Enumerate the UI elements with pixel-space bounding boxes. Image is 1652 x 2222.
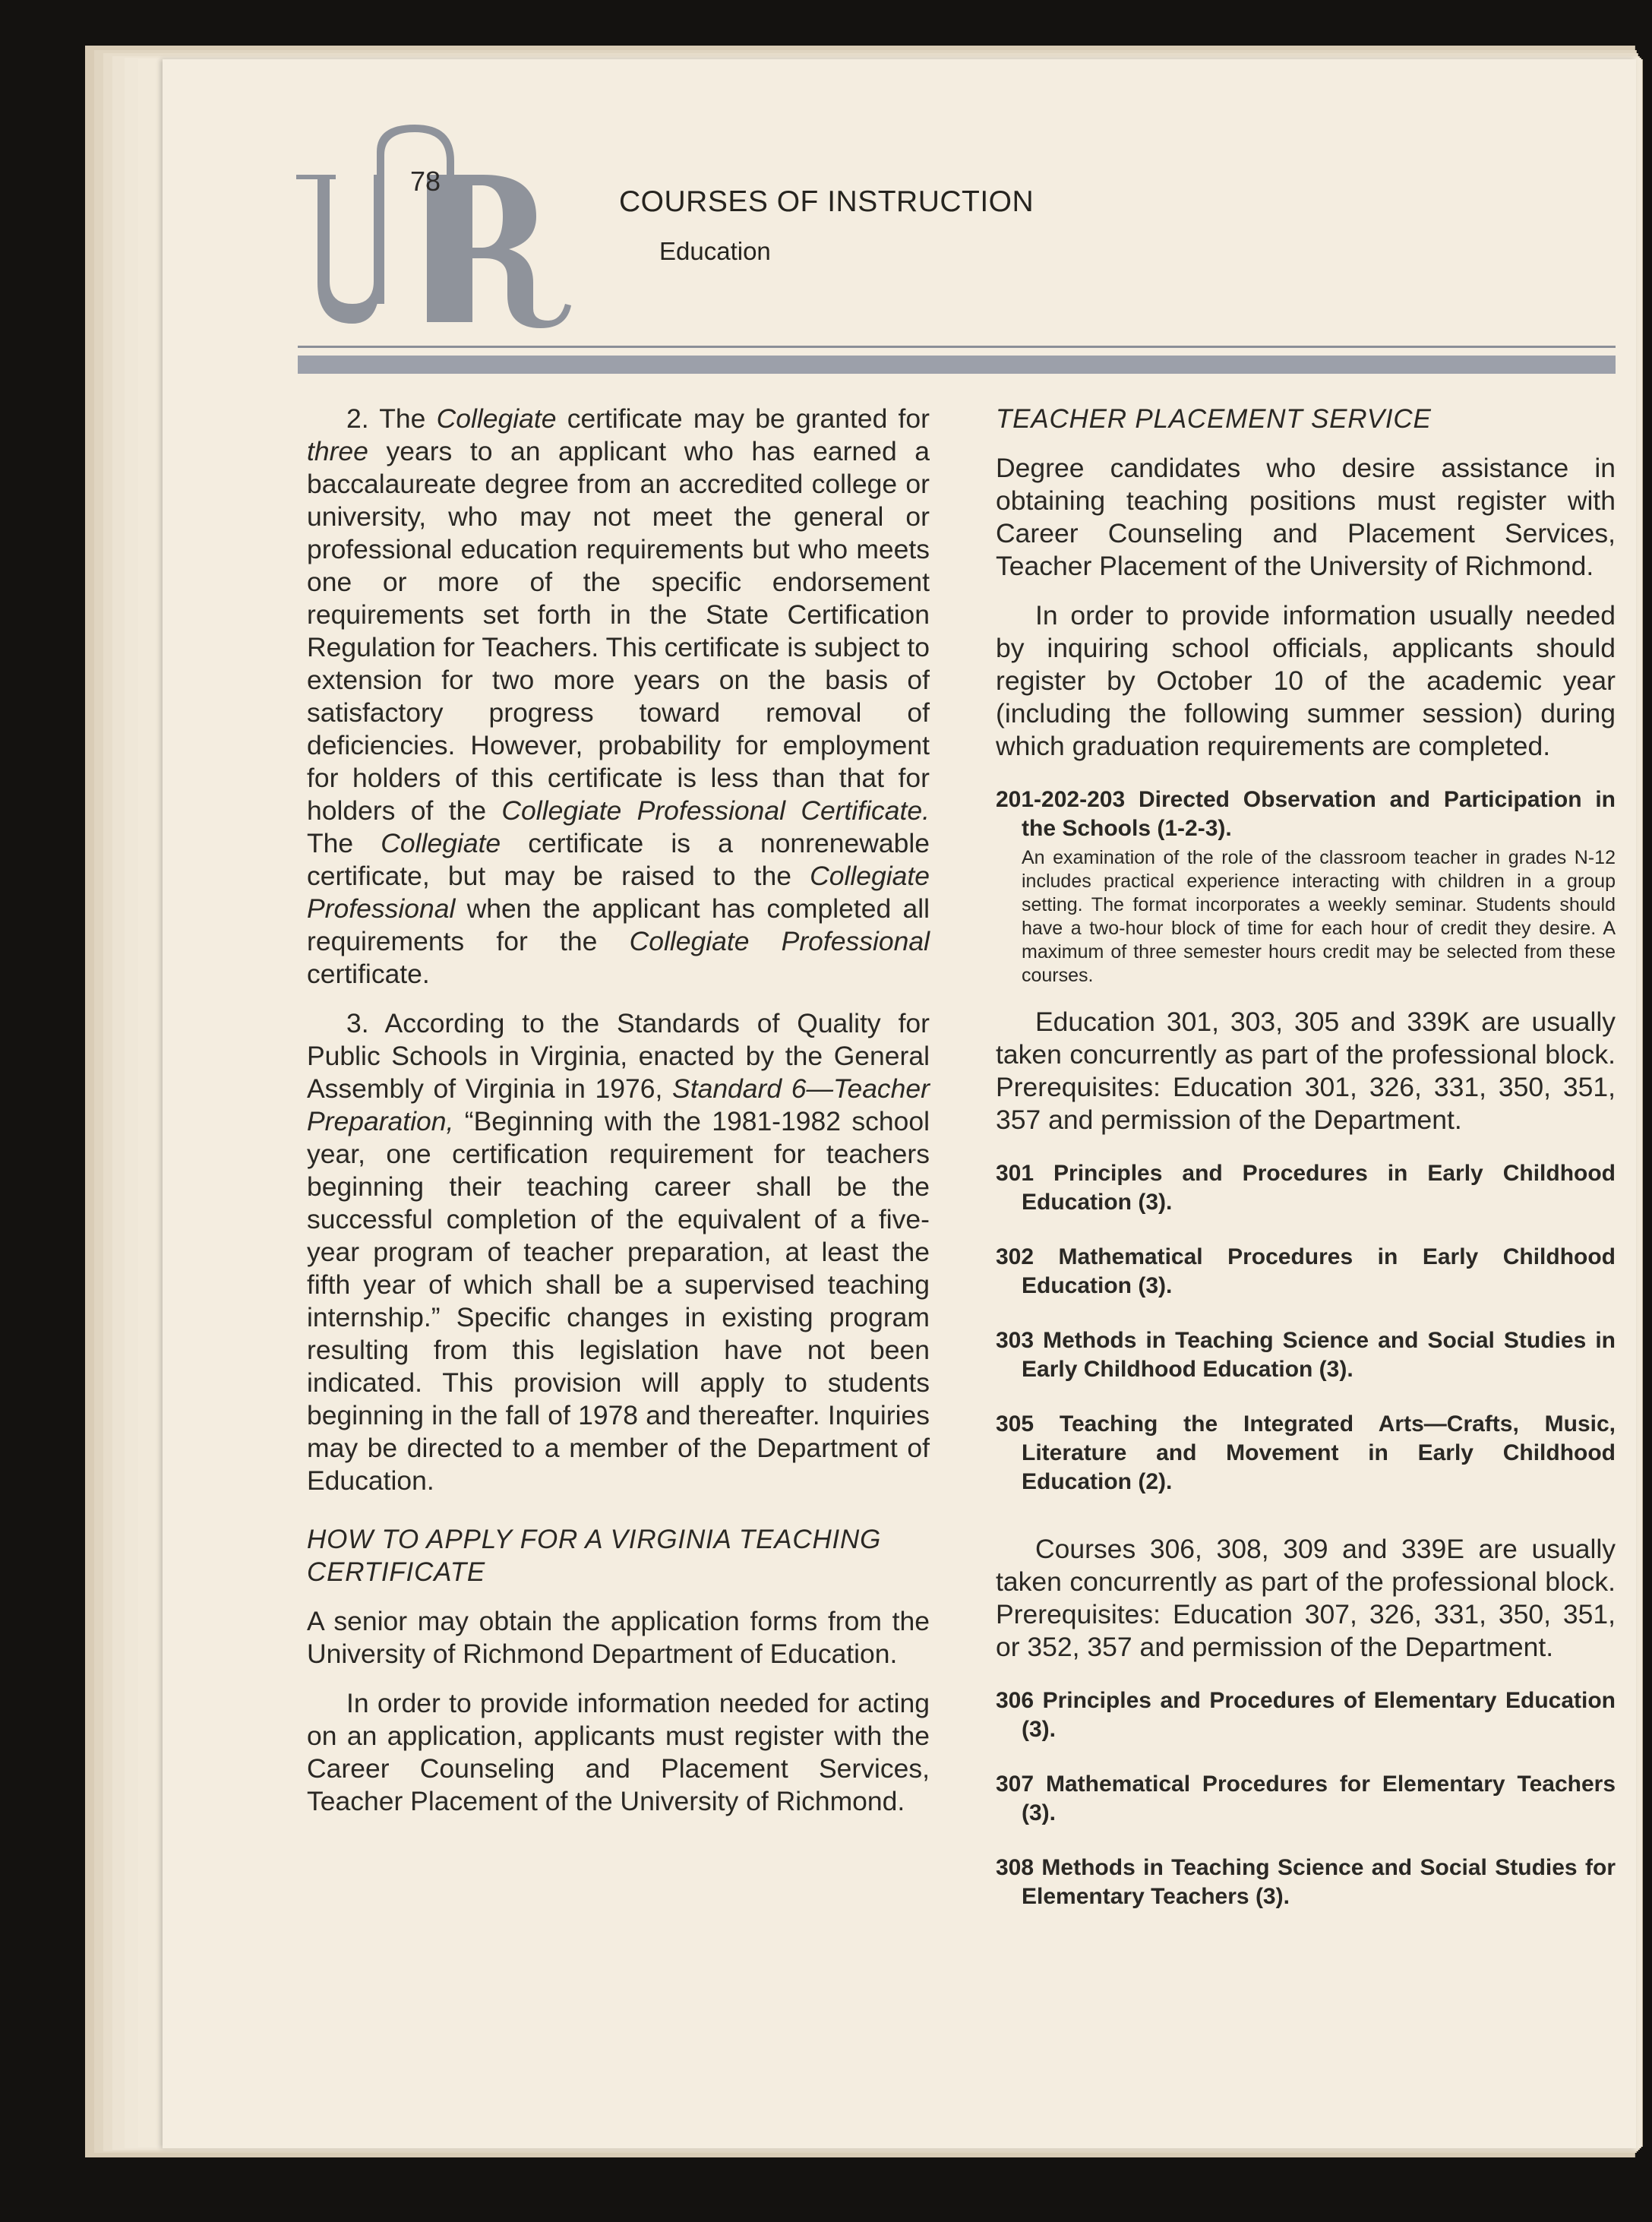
page-number: 78 bbox=[410, 166, 441, 197]
section-heading-placement: TEACHER PLACEMENT SERVICE bbox=[996, 404, 1432, 434]
course-201-title: 201-202-203 Directed Observation and Participation in the Schools (1-2-3). bbox=[996, 787, 1616, 841]
course-307: 307 Mathematical Procedures for Elementary Teachers (3). bbox=[996, 1772, 1616, 1825]
paragraph-placement-register: Degree candidates who desire assistance in obtaining teaching positions must register with Career Counseling and Placement Services, Teacher Placement of the University of Richmond. bbox=[996, 453, 1616, 581]
course-301: 301 Principles and Procedures in Early Childhood Education (3). bbox=[996, 1161, 1616, 1215]
course-201-description: An examination of the role of the classroom teacher in grades N-12 includes practical experience interacting with children in a group setting. The format incorporates a weekly seminar. Students should have a two-hour block of time for each hour of credit they desire. A maximum of three semester hours credit may be selected from these courses. bbox=[1022, 847, 1616, 986]
right-column bbox=[996, 403, 1616, 1937]
course-306: 306 Principles and Procedures of Elementary Education (3). bbox=[996, 1688, 1616, 1742]
paragraph-application-register: In order to provide information needed for acting on an application, applicants must register with the Career Counseling and Placement Services, Teacher Placement of the University of Richmond. bbox=[307, 1688, 930, 1816]
course-303: 303 Methods in Teaching Science and Social Studies in Early Childhood Education (3). bbox=[996, 1328, 1616, 1382]
section-heading-apply: HOW TO APPLY FOR A VIRGINIA TEACHING CERTIFICATE bbox=[307, 1525, 882, 1587]
header-rule-thick bbox=[298, 356, 1616, 374]
university-logo bbox=[286, 122, 597, 330]
paragraph-collegiate-certificate: 2. The Collegiate certificate may be granted for three years to an applicant who has earned a baccalaureate degree from an accredited college or university, who may not meet the general or professional education requirements but who meets one or more of the specific endorsement requirements set forth in the State Certification Regulation for Teachers. This certificate is subject to extension for two more years on the basis of satisfactory progress toward removal of deficiencies. However, probability for employment for holders of this certificate is less than that for holders of the Collegiate Professional Certificate. The Collegiate certificate is a nonrenewable certificate, but may be raised to the Collegiate Professional when the applicant has completed all requirements for the Collegiate Professional certificate. bbox=[307, 403, 930, 989]
paragraph-placement-deadline: In order to provide information usually needed by inquiring school officials, applicants should register by October 10 of the academic year (including the following summer session) during which graduation requirements are completed. bbox=[996, 600, 1616, 761]
paragraph-standards-of-quality: 3. According to the Standards of Quality for Public Schools in Virginia, enacted by the General Assembly of Virginia in 1976, Standard 6—Teacher Preparation, “Beginning with the 1981-1982 school year, one certification requirement for teachers beginning their teaching career shall be the successful completion of the equivalent of a five-year program of teacher preparation, at least the fifth year of which shall be a supervised teaching internship.” Specific changes in existing program resulting from this legislation have not been indicated. This provision will apply to students beginning in the fall of 1978 and thereafter. Inquiries may be directed to a member of the Department of Education. bbox=[307, 1008, 930, 1496]
left-column bbox=[307, 403, 930, 1835]
page-subtitle: Education bbox=[659, 237, 771, 265]
course-308: 308 Methods in Teaching Science and Social Studies for Elementary Teachers (3). bbox=[996, 1855, 1616, 1909]
paragraph-professional-block-1: Education 301, 303, 305 and 339K are usually taken concurrently as part of the professional block. Prerequisites: Education 301, 326, 331, 350, 351, 357 and permission of the Department. bbox=[996, 1007, 1616, 1135]
course-305: 305 Teaching the Integrated Arts—Crafts, Music, Literature and Movement in Early Childhood Education (2). bbox=[996, 1411, 1616, 1494]
logo-letter-u bbox=[296, 175, 380, 324]
logo-letter-r bbox=[427, 175, 571, 328]
paragraph-application-forms: A senior may obtain the application forms from the University of Richmond Department of Education. bbox=[307, 1606, 930, 1669]
paragraph-professional-block-2: Courses 306, 308, 309 and 339E are usually taken concurrently as part of the professional block. Prerequisites: Education 307, 326, 331, 350, 351, or 352, 357 and permission of the Department. bbox=[996, 1534, 1616, 1662]
page-title: COURSES OF INSTRUCTION bbox=[619, 185, 1034, 218]
header-rule-thin bbox=[298, 346, 1616, 348]
course-302: 302 Mathematical Procedures in Early Childhood Education (3). bbox=[996, 1244, 1616, 1298]
